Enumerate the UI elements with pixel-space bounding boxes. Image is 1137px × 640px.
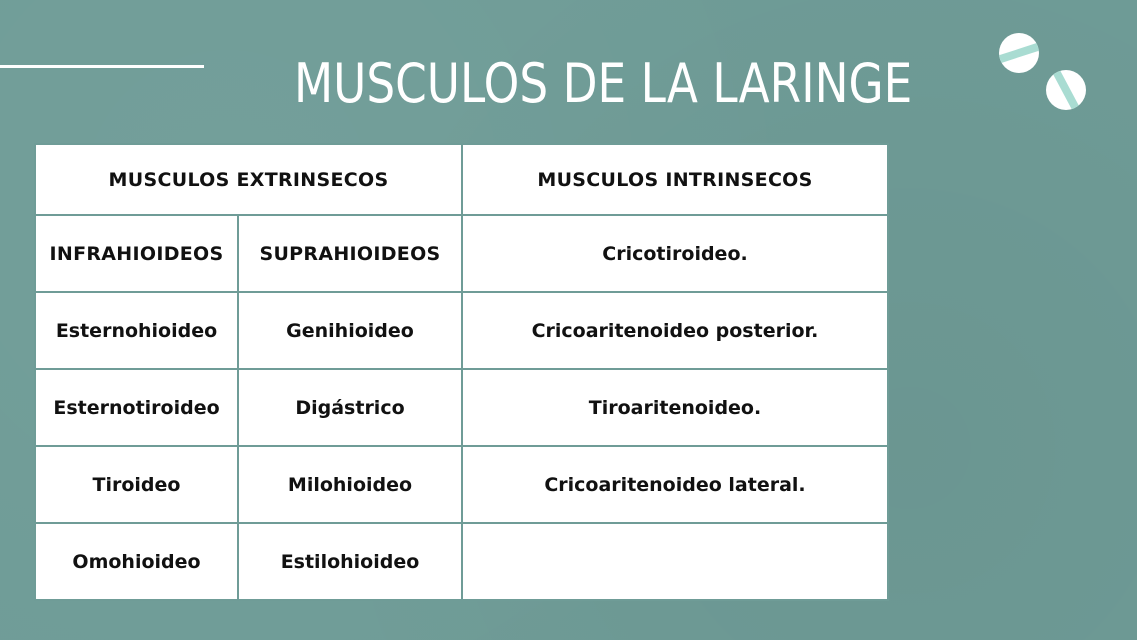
infrahyoid-header: INFRAHIOIDEOS xyxy=(35,215,238,292)
infrahyoid-cell: Esternotiroideo xyxy=(35,369,238,446)
table-row xyxy=(35,523,888,600)
intrinsic-cell: Cricoaritenoideo posterior. xyxy=(462,292,888,369)
suprahyoid-cell: Estilohioideo xyxy=(238,523,462,600)
suprahyoid-header: SUPRAHIOIDEOS xyxy=(238,215,462,292)
pill-icon xyxy=(999,33,1039,73)
slide-title: MUSCULOS DE LA LARINGE xyxy=(294,52,913,115)
table-row xyxy=(35,446,888,523)
table-row xyxy=(35,215,888,292)
title-accent-line xyxy=(0,65,204,68)
table-row xyxy=(35,369,888,446)
intrinsic-cell: Tiroaritenoideo. xyxy=(462,369,888,446)
pill-icon xyxy=(1046,70,1086,110)
intrinsic-cell: Cricotiroideo. xyxy=(462,215,888,292)
extrinsic-header: MUSCULOS EXTRINSECOS xyxy=(35,144,462,215)
infrahyoid-cell: Esternohioideo xyxy=(35,292,238,369)
muscles-table xyxy=(34,143,889,601)
intrinsic-header: MUSCULOS INTRINSECOS xyxy=(462,144,888,215)
suprahyoid-cell: Genihioideo xyxy=(238,292,462,369)
infrahyoid-cell: Tiroideo xyxy=(35,446,238,523)
suprahyoid-cell: Milohioideo xyxy=(238,446,462,523)
table-header-row xyxy=(35,144,888,215)
table-row xyxy=(35,292,888,369)
intrinsic-cell: Cricoaritenoideo lateral. xyxy=(462,446,888,523)
infrahyoid-cell: Omohioideo xyxy=(35,523,238,600)
intrinsic-cell xyxy=(462,523,888,600)
suprahyoid-cell: Digástrico xyxy=(238,369,462,446)
